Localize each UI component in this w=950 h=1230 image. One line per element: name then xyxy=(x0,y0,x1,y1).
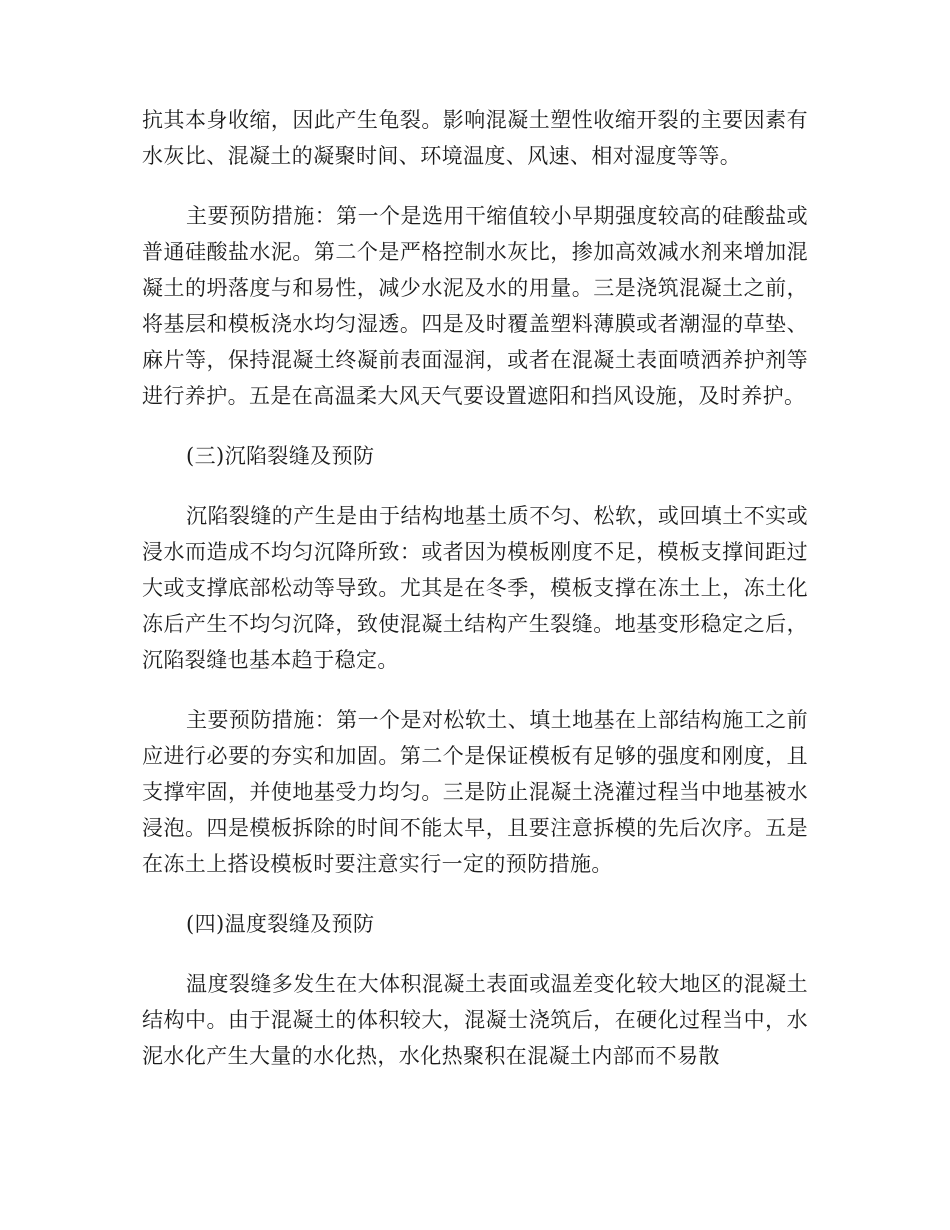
section-heading-3: (三)沉陷裂缝及预防 xyxy=(186,444,375,468)
paragraph-3: 沉陷裂缝的产生是由于结构地基土质不匀、松软，或回填土不实或浸水而造成不均匀沉降所致：或者因为模板刚度不足，模板支撑间距过大或支撑底部松动等导致。尤其是在冬季，模板支撑在冻土上，冻土化冻后产生不均匀沉降，致使混凝土结构产生裂缝。地基变形稳定之后，沉陷裂缝也基本趋于稳定。 xyxy=(142,504,808,672)
paragraph-1: 抗其本身收缩，因此产生龟裂。影响混凝土塑性收缩开裂的主要因素有水灰比、混凝土的凝聚时间、环境温度、风速、相对湿度等等。 xyxy=(142,108,808,168)
section-heading-4: (四)温度裂缝及预防 xyxy=(186,912,375,936)
paragraph-2: 主要预防措施：第一个是选用干缩值较小早期强度较高的硅酸盐或普通硅酸盐水泥。第二个是严格控制水灰比，掺加高效减水剂来增加混凝土的坍落度与和易性，减少水泥及水的用量。三是浇筑混凝土之前，将基层和模板浇水均匀湿透。四是及时覆盖塑料薄膜或者潮湿的草垫、麻片等，保持混凝土终凝前表面湿润，或者在混凝土表面喷洒养护剂等进行养护。五是在高温柔大风天气要设置遮阳和挡风设施，及时养护。 xyxy=(142,204,808,408)
document-body xyxy=(142,102,808,1098)
paragraph-4: 主要预防措施：第一个是对松软土、填土地基在上部结构施工之前应进行必要的夯实和加固。第二个是保证模板有足够的强度和刚度，且支撑牢固，并使地基受力均匀。三是防止混凝土浇灌过程当中地基被水浸泡。四是模板拆除的时间不能太早，且要注意拆模的先后次序。五是在冻土上搭设模板时要注意实行一定的预防措施。 xyxy=(142,708,808,876)
paragraph-5: 温度裂缝多发生在大体积混凝土表面或温差变化较大地区的混凝土结构中。由于混凝土的体积较大，混凝士浇筑后，在硬化过程当中，水泥水化产生大量的水化热，水化热聚积在混凝土内部而不易散 xyxy=(142,972,808,1068)
